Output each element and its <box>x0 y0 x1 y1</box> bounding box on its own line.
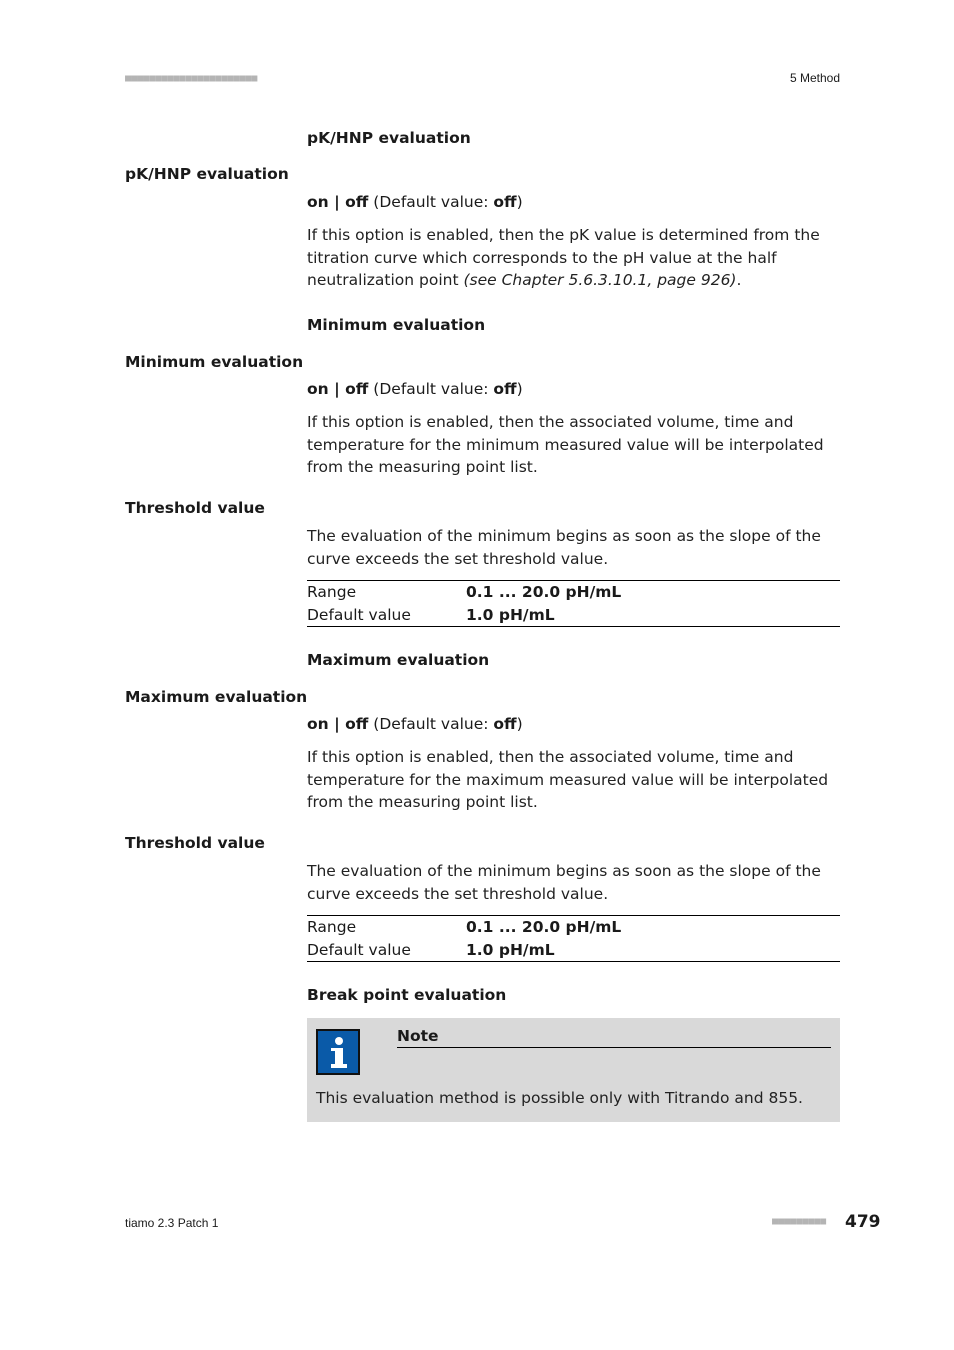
onoff-maximum: on | off (Default value: off) <box>307 715 523 733</box>
onoff-pk: on | off (Default value: off) <box>307 193 523 211</box>
info-icon <box>316 1029 360 1075</box>
description-maximum: If this option is enabled, then the associated volume, time and temperature for the maximum measured value will be interpolated from the measuring point list. <box>307 748 829 811</box>
param-table-min <box>307 580 840 627</box>
section-title-break-point: Break point evaluation <box>307 986 507 1004</box>
onoff-minimum: on | off (Default value: off) <box>307 380 523 398</box>
description-threshold-max: The evaluation of the minimum begins as soon as the slope of the curve exceeds the set threshold value. <box>307 862 821 903</box>
footer-decoration: ■■■■■■■■■ <box>772 1216 827 1227</box>
section-title-minimum: Minimum evaluation <box>307 316 486 334</box>
param-table-max <box>307 915 840 962</box>
footer-product: tiamo 2.3 Patch 1 <box>125 1216 219 1230</box>
chapter-reference: (see Chapter 5.6.3.10.1, page 926) <box>463 271 737 289</box>
param-label-threshold-min: Threshold value <box>125 499 265 517</box>
param-label-threshold-max: Threshold value <box>125 834 265 852</box>
section-title-maximum: Maximum evaluation <box>307 651 490 669</box>
table-row: Default value 1.0 pH/mL <box>307 605 555 624</box>
note-box <box>307 1018 840 1122</box>
param-label-maximum: Maximum evaluation <box>125 688 308 706</box>
description-minimum: If this option is enabled, then the associated volume, time and temperature for the minimum measured value will be interpolated from the measuring point list. <box>307 413 824 476</box>
table-row: Default value 1.0 pH/mL <box>307 940 555 959</box>
description-pk: If this option is enabled, then the pK value is determined from the titration curve which corresponds to the pH value at the half neutralization point (see Chapter 5.6.3.10.1, page 926). <box>307 226 820 289</box>
note-title: Note <box>397 1027 831 1048</box>
table-row: Range 0.1 ... 20.0 pH/mL <box>307 583 622 601</box>
section-title-pk: pK/HNP evaluation <box>307 129 471 147</box>
param-label-pk: pK/HNP evaluation <box>125 165 289 183</box>
description-threshold-min: The evaluation of the minimum begins as soon as the slope of the curve exceeds the set threshold value. <box>307 527 821 568</box>
note-text: This evaluation method is possible only with Titrando and 855. <box>316 1089 803 1107</box>
chapter-title: 5 Method <box>789 71 840 85</box>
param-label-minimum: Minimum evaluation <box>125 353 304 371</box>
page-number: 479 <box>845 1212 881 1232</box>
header-decoration: ■■■■■■■■■■■■■■■■■■■■■■ <box>125 73 258 84</box>
table-row: Range 0.1 ... 20.0 pH/mL <box>307 918 622 936</box>
